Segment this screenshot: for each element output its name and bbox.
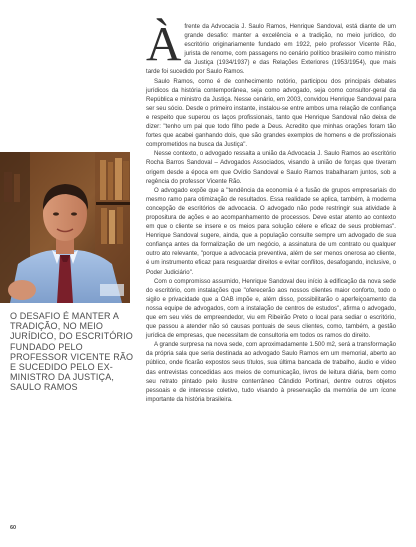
article-body	[146, 16, 396, 404]
paragraph-text: frente da Advocacia J. Saulo Ramos, Henrique Sandoval, está diante de um grande desafio: manter a excelência e a tradição, no meio jurídico, do escritório originariamente fundado em 1922, pelo professor Vicente Rão, jurista de renome, com passagens no cenário político brasileiro como ministro da Justiça (1934/1937) e das Relações Exteriores (1953/1954), que mais tarde foi sucedido por Saulo Ramos.	[146, 23, 396, 76]
page-number: 60	[10, 525, 17, 531]
article-paragraph: A grande surpresa na nova sede, com aproximadamente 1.500 m2, será a transformação da própria sala que seria destinada ao advogado Saulo Ramos em um memorial, aberto ao público, onde ficarão expostos seus títulos, sua última bancada de trabalho, áudio e vídeo das entrevistas concedidas aos meios de comunicação, livros de leitura diária, bem como seu retrato pintado pelo ilustre conterrâneo Cândido Portinari, dentre outros objetos pessoais e de interesse coletivo, tudo visando à preservação da memória de um ícone importante da história brasileira.	[146, 341, 396, 403]
article-paragraph: Com o compromisso assumido, Henrique Sandoval deu início à edificação da nova sede do escritório, com instalações que "oferecerão aos nossos clientes maior conforto, todo o sigilo e privacidade que a OAB impõe e, além disso, possibilitarão o aperfeiçoamento da nossa equipe de advogados, com a instalação de centros de estudos", afirma o advogado, que em seu viés de empreendedor, viu em Ribeirão Preto o local para sediar o escritório, que passou a atender não só causas pontuais de seus clientes, como, também, a gestão jurídica de empresas, que necessitam de consultoria em todos os ramos do direito.	[146, 277, 396, 340]
portrait-illustration	[0, 152, 130, 303]
article-paragraph	[146, 16, 396, 77]
article-paragraph: Nesse contexto, o advogado ressalta a união da Advocacia J. Saulo Ramos ao escritório Rocha Barros Sandoval – Advogados Associados, visando à união de forças que tiveram origem desde a época em que Ovídio Sandoval e Saulo Ramos trabalharam juntos, sob a regência do professor Vicente Rão.	[146, 150, 396, 185]
article-paragraph: Saulo Ramos, como é de conhecimento notório, participou dos principais debates jurídicos da história contemporânea, seja como advogado, seja como consultor-geral da República e ministro da Justiça. Nesse cenário, em 2003, convidou Henrique Sandoval para ser seu sócio. Desde o primeiro instante, instalou-se entre ambos uma relação de confiança e respeito que superou os laços profissionais, tanto que Henrique Sandoval não deixa de dizer: "tenho um pai que todo filho pede a Deus. Acredito que minhas orações foram tão fortes que acabei ganhando dois, que são grandes exemplos de homens e de profissionais comprometidos na busca da Justiça".	[146, 77, 396, 149]
article-paragraph: O advogado expõe que a "tendência da economia é a fusão de grupos empresariais do mesmo ramo para otimização de resultados. Essa realidade se aplica, também, à moderna concepção de escritórios de advocacia. O advogado não pode restringir sua atividade à propositura de ações e ao acompanhamento de processos. Deve estar atento ao contexto em que o cliente se insere e os meios para solução célere e eficaz de seus problemas". Henrique Sandoval sugere, ainda, que a população consulte sempre um advogado de sua confiança antes da formalização de um negócio, a assinatura de um contrato ou qualquer outro ato relevante, "porque a advocacia preventiva, além de ser menos onerosa ao cliente, é um instrumento eficaz para resguardar direitos e evitar conflitos, desafogando, inclusive, o Poder Judiciário".	[146, 186, 396, 276]
dropcap: À	[146, 16, 182, 71]
portrait-photo	[0, 152, 130, 303]
photo-caption: O DESAFIO É MANTER A TRADIÇÃO, NO MEIO JURÍDICO, DO ESCRITÓRIO FUNDADO PELO PROFESSOR VICENTE RÃO E SUCEDIDO PELO EX-MINISTRO DA JUSTIÇA, SAULO RAMOS	[10, 311, 134, 393]
